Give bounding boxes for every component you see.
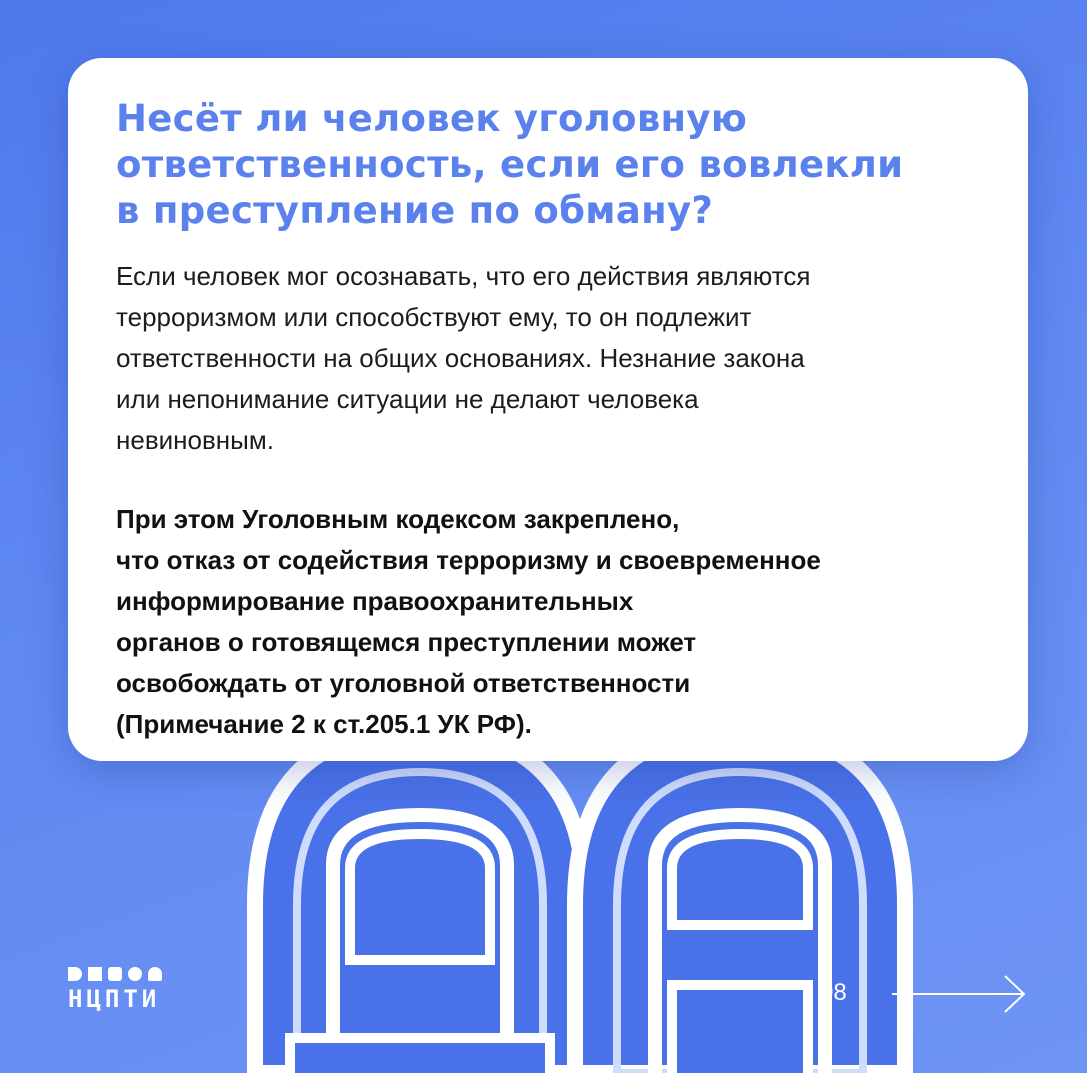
logo-person-icon	[148, 967, 162, 981]
card-title: Несёт ли человек уголовную ответственность, если его вовлекли в преступление по обману?	[116, 97, 904, 232]
brand-logo	[68, 965, 188, 1015]
logo-square-icon	[108, 967, 122, 981]
lead-paragraph: Если человек мог осознавать, что его действия являются терроризмом или способствуют ему, то он подлежит ответственности на общих основаниях. Незнание закона или непонимание ситуации не делают человека невиновным.	[116, 261, 811, 455]
logo-circle-icon	[128, 967, 142, 981]
content-card	[68, 58, 1028, 761]
logo-half-circle-icon	[68, 967, 82, 981]
logo-text: НЦПТИ	[68, 985, 161, 1013]
logo-glyphs	[68, 965, 188, 983]
page-number: 08	[820, 979, 847, 1006]
legal-note-paragraph: При этом Уголовным кодексом закреплено, что отказ от содействия терроризму и своевременное информирование правоохранительных органов о готовящемся преступлении может освобождать от уголовной ответственности (Примечание 2 к ст.205.1 УК РФ).	[116, 504, 821, 739]
logo-square-icon	[88, 967, 102, 981]
arrow-right-icon[interactable]	[890, 972, 1030, 1016]
